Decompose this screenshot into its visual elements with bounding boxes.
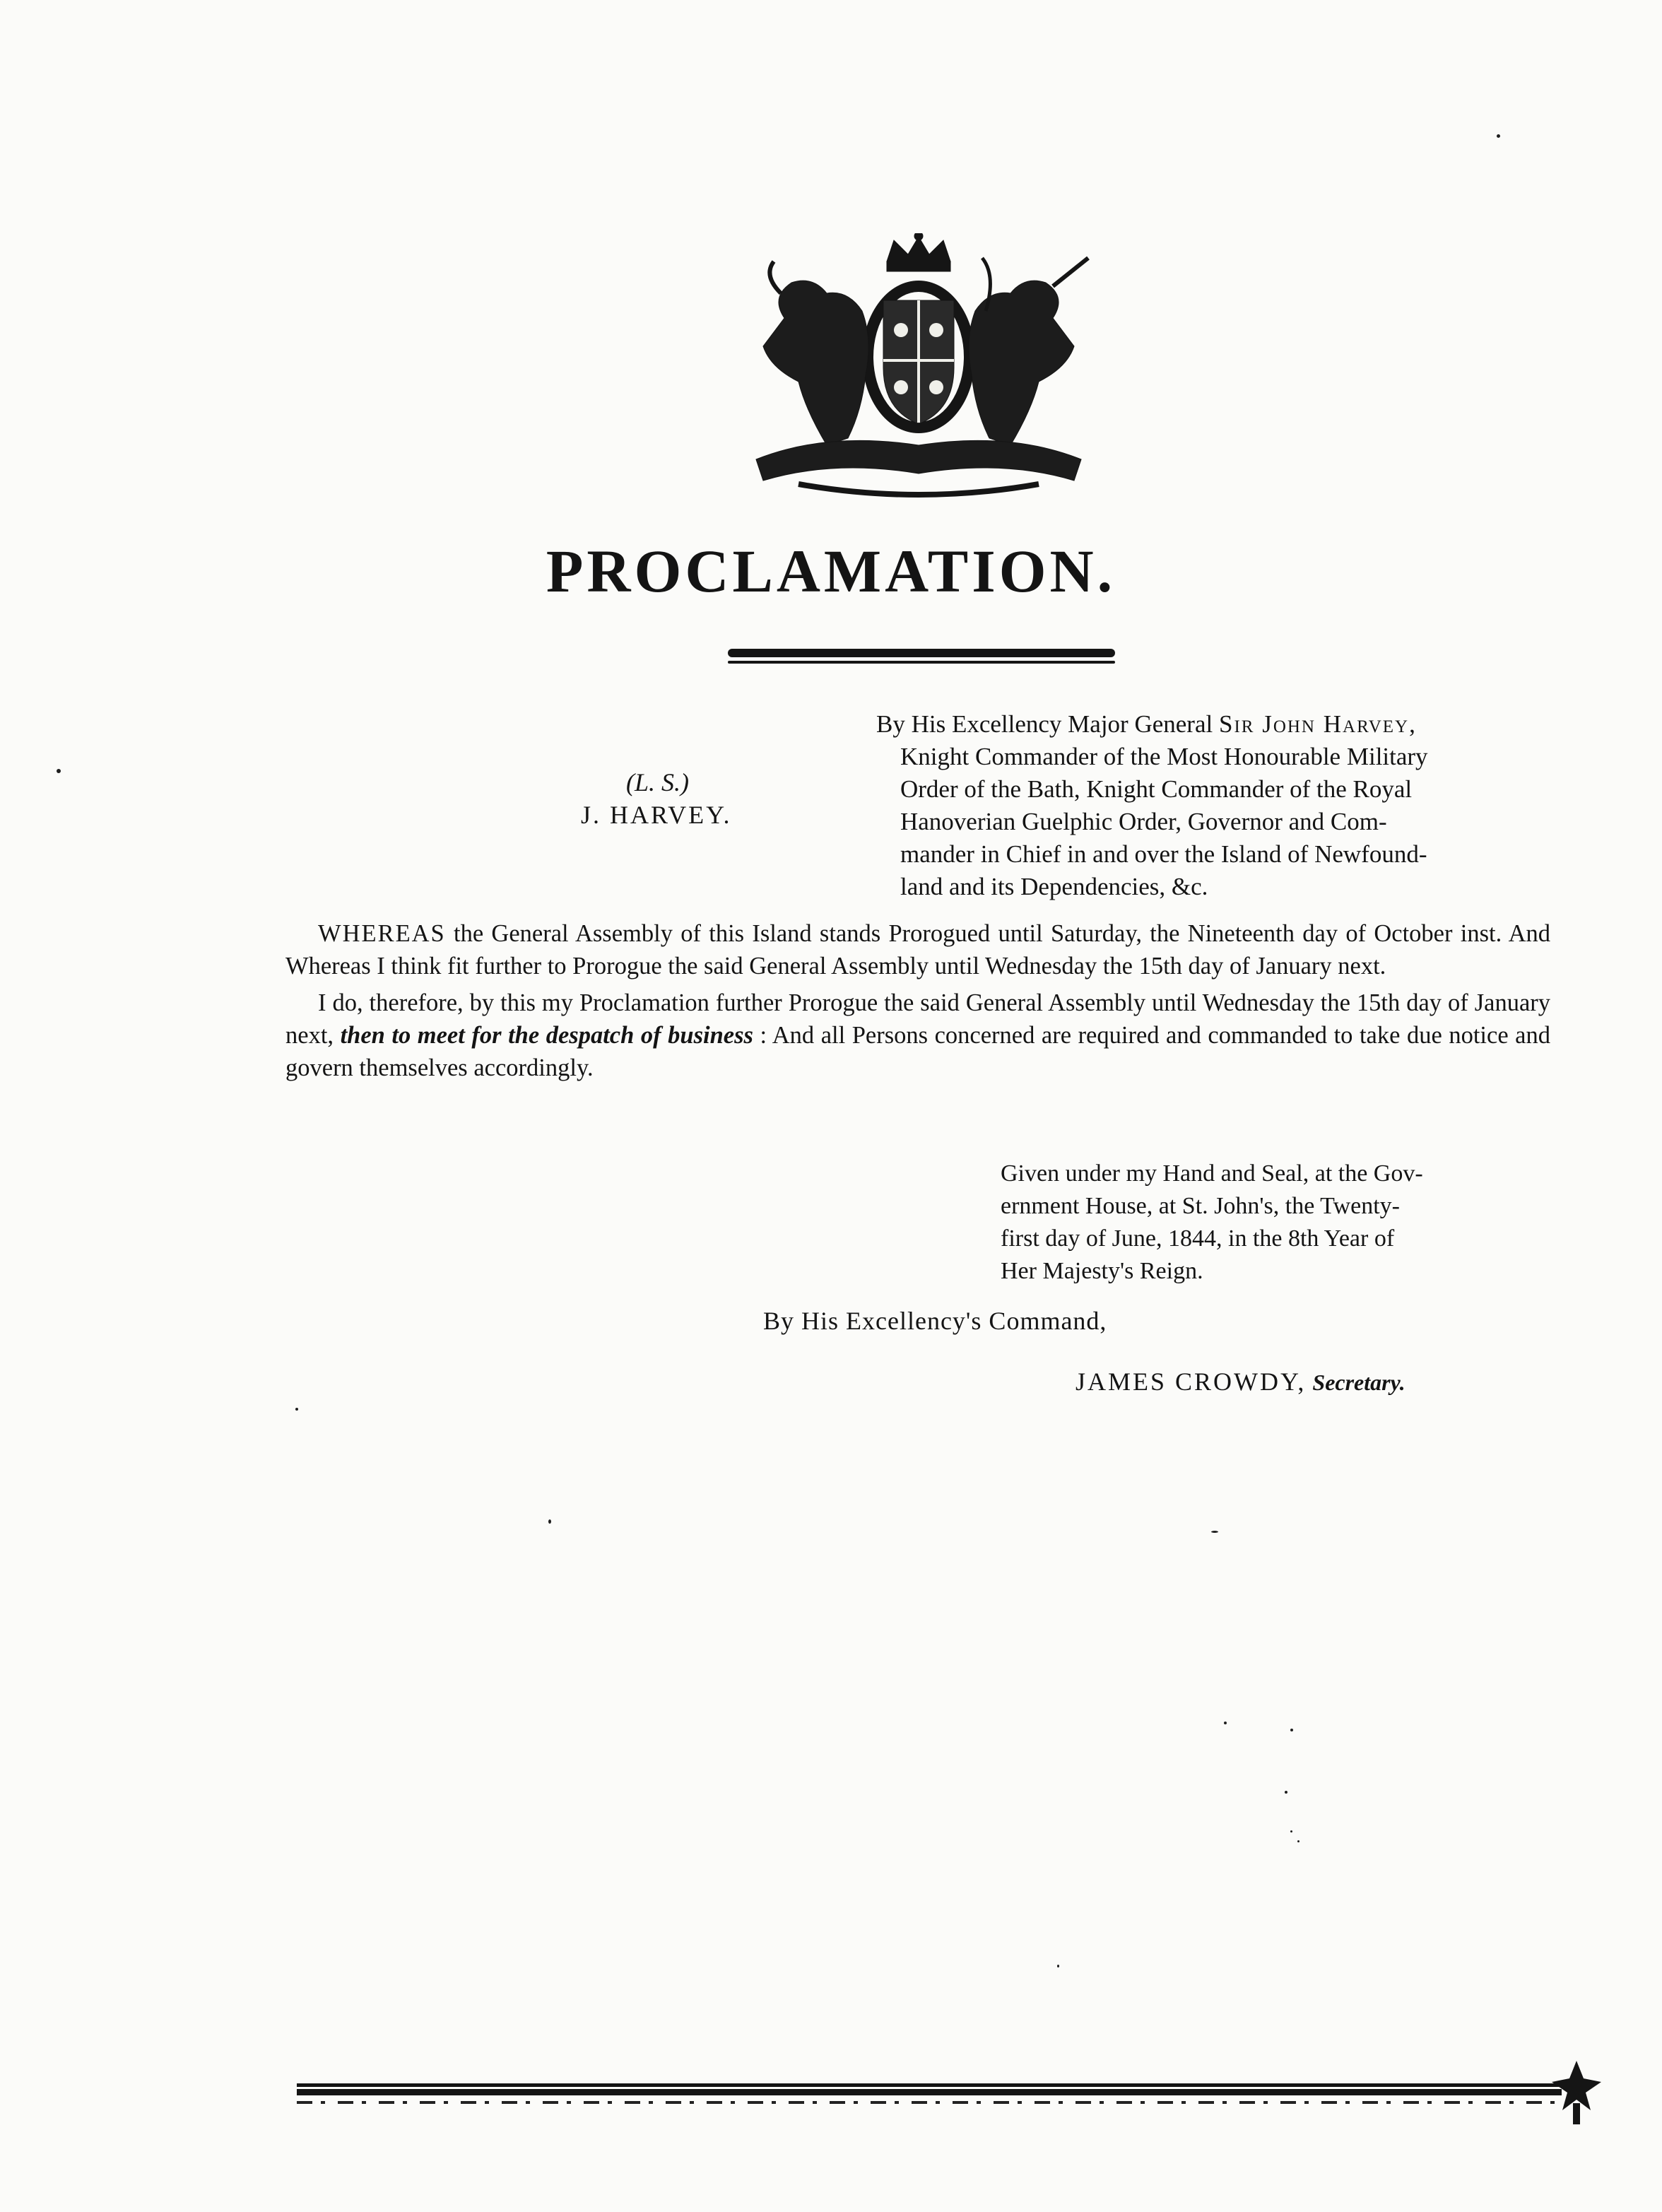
given-line: Given under my Hand and Seal, at the Gov-	[1001, 1160, 1423, 1187]
paragraph-text: : And all Persons concerned are required and commanded to take due notice and govern themselves accordingly.	[285, 1022, 1550, 1081]
governor-name: Sir John Harvey,	[1218, 710, 1417, 738]
seal-mark: (L. S.)	[626, 768, 689, 796]
given-under-block	[1001, 1158, 1559, 1288]
secretary-signature	[1075, 1367, 1405, 1396]
governor-signature: J. HARVEY.	[581, 801, 732, 829]
excellency-line: land and its Dependencies, &c.	[900, 873, 1208, 900]
print-speck	[1285, 1791, 1287, 1794]
excellency-line: Hanoverian Guelphic Order, Governor and Com-	[900, 808, 1387, 835]
print-speck	[1297, 1840, 1299, 1842]
print-speck	[1290, 1830, 1292, 1832]
royal-coat-of-arms	[742, 233, 1095, 502]
paragraph-text: the General Assembly of this Island stands Prorogued until Saturday, the Nineteenth day of October inst. And Whereas I think fit further to Prorogue the said General Assembly until Wednesday the 15th day of January next.	[285, 920, 1550, 979]
excellency-line: Knight Commander of the Most Honourable Military	[900, 743, 1428, 770]
paragraph-lead-word: WHEREAS	[318, 920, 446, 947]
by-command-line: By His Excellency's Command,	[763, 1307, 1107, 1335]
document-title: PROCLAMATION.	[546, 537, 1116, 605]
print-speck	[57, 769, 61, 773]
paragraph-prorogue	[285, 987, 1550, 1084]
title-rule	[728, 649, 1115, 664]
given-line: first day of June, 1844, in the 8th Year of	[1001, 1225, 1395, 1252]
print-speck	[548, 1519, 551, 1524]
excellency-line	[876, 708, 1555, 741]
excellency-line: mander in Chief in and over the Island of Newfound-	[900, 840, 1427, 868]
paragraph-text: I do, therefore, by this my Proclamation further Prorogue the said General Assembly until Wednesday the 15th day of January next,	[285, 989, 1550, 1049]
print-speck	[295, 1408, 298, 1411]
ornament-icon	[1552, 2061, 1601, 2124]
print-speck	[1211, 1531, 1218, 1533]
paragraph-whereas	[285, 917, 1550, 982]
secretary-name: JAMES CROWDY,	[1075, 1367, 1307, 1396]
secretary-title: Secretary.	[1312, 1370, 1405, 1395]
excellency-line: Order of the Bath, Knight Commander of the Royal	[900, 775, 1413, 803]
print-speck	[1290, 1729, 1293, 1731]
proclamation-body	[285, 917, 1550, 1088]
print-speck	[1057, 1965, 1059, 1967]
given-line: ernment House, at St. John's, the Twenty-	[1001, 1193, 1400, 1219]
bottom-rule	[297, 2083, 1562, 2104]
excellency-block	[876, 708, 1555, 903]
print-speck	[1497, 134, 1500, 138]
given-line: Her Majesty's Reign.	[1001, 1258, 1203, 1284]
paragraph-emphasis: then to meet for the despatch of business	[340, 1022, 753, 1049]
excellency-prefix: By His Excellency Major General	[876, 710, 1219, 738]
print-speck	[1224, 1722, 1227, 1724]
